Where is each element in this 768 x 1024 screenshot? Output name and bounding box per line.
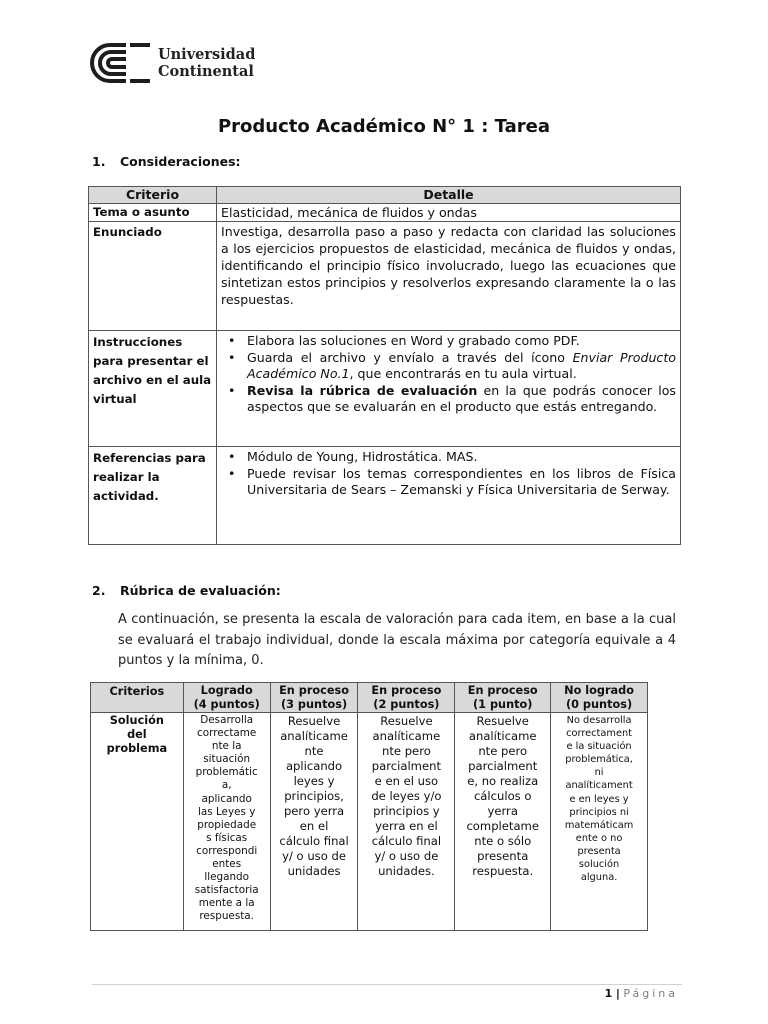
proceso-3-cell bbox=[270, 713, 358, 931]
header-label: En proceso bbox=[467, 683, 538, 697]
table-row bbox=[89, 331, 681, 447]
bullet-icon: • bbox=[228, 465, 236, 481]
cell-line: Desarrolla bbox=[200, 714, 254, 726]
bullet-icon: • bbox=[228, 333, 236, 348]
header-points: (3 puntos) bbox=[280, 697, 348, 711]
header-label: Logrado bbox=[200, 683, 253, 697]
list-item-bold: Revisa la rúbrica de evaluación bbox=[247, 382, 478, 398]
cell-line: principios ni bbox=[569, 806, 629, 818]
footer-divider bbox=[92, 984, 682, 985]
cell-line: Resuelve bbox=[476, 714, 529, 728]
proceso-1-cell bbox=[455, 713, 551, 931]
header-proceso-1 bbox=[455, 683, 551, 713]
cell-line: correspondi bbox=[196, 844, 258, 857]
cell-line: respuesta. bbox=[472, 864, 534, 878]
detalle-cell bbox=[217, 331, 681, 447]
list-item-text: Puede revisar los temas correspondientes en los libros de Física Universitaria de Sears – Zemanski y Física Universitaria de Serway. bbox=[247, 465, 676, 497]
page-footer bbox=[605, 987, 678, 1000]
cell-line: nte pero bbox=[381, 744, 431, 758]
list-item bbox=[221, 383, 676, 416]
list-item bbox=[221, 350, 676, 383]
list-item-text: , que encontrarás en tu aula virtual. bbox=[349, 366, 577, 381]
list-item-emphasis: Enviar Producto Académico No.1 bbox=[247, 349, 676, 381]
cell-line: parcialment bbox=[468, 759, 538, 773]
list-item-text: en la que podrás conocer los aspectos que se evaluarán en el producto que estás entregando. bbox=[247, 382, 676, 414]
cell-line: s físicas bbox=[206, 831, 248, 844]
considerations-table bbox=[88, 186, 681, 545]
bullet-icon: • bbox=[228, 382, 236, 398]
cell-line: situación bbox=[203, 753, 251, 766]
logrado-cell bbox=[183, 713, 270, 931]
header-points: (4 puntos) bbox=[193, 697, 260, 711]
criterio-line: problema bbox=[106, 742, 168, 755]
cell-line: correctame bbox=[197, 727, 257, 740]
header-points: (2 puntos) bbox=[373, 697, 440, 711]
cell-line: unidades bbox=[287, 864, 341, 878]
bullet-icon: • bbox=[228, 349, 236, 365]
cell-line: respuesta. bbox=[199, 910, 254, 923]
page-number: 1 bbox=[604, 987, 613, 1000]
logo-line-2: Continental bbox=[158, 63, 254, 80]
header-proceso-3 bbox=[270, 683, 358, 713]
list-item bbox=[221, 449, 676, 466]
section-1-number: 1. bbox=[92, 154, 106, 169]
logo-line-1: Universidad bbox=[158, 46, 256, 63]
section-2-title: Rúbrica de evaluación: bbox=[120, 583, 281, 598]
university-logo bbox=[90, 40, 260, 86]
cell-line: No desarrolla bbox=[566, 715, 632, 726]
list-item-text: Módulo de Young, Hidrostática. MAS. bbox=[247, 449, 478, 464]
section-1-title: Consideraciones: bbox=[120, 154, 241, 169]
cell-line: Resuelve bbox=[380, 714, 433, 728]
header-criterios: Criterios bbox=[91, 683, 184, 713]
bullet-icon: • bbox=[228, 449, 236, 464]
cell-line: solución bbox=[578, 859, 620, 871]
cell-line: yerra bbox=[487, 804, 518, 818]
cell-line: pero yerra bbox=[283, 804, 345, 818]
header-label: En proceso bbox=[279, 683, 350, 697]
cell-line: e, no realiza bbox=[467, 774, 539, 788]
cell-line: mente a la bbox=[198, 897, 255, 910]
cell-line: presenta bbox=[477, 849, 529, 863]
cell-line: las Leyes y bbox=[197, 805, 256, 818]
cell-line: presenta bbox=[577, 845, 621, 857]
header-points: (0 puntos) bbox=[565, 697, 633, 711]
section-2-heading bbox=[92, 583, 281, 598]
detalle-cell: Elasticidad, mecánica de fluidos y ondas bbox=[217, 204, 681, 222]
references-list bbox=[221, 449, 676, 499]
footer-separator: | bbox=[615, 987, 620, 1000]
cell-line: cálculo final bbox=[371, 834, 442, 848]
cell-line: parcialment bbox=[371, 759, 441, 773]
cell-line: matemáticam bbox=[564, 819, 634, 831]
header-detalle: Detalle bbox=[217, 187, 681, 204]
cell-line: leyes y bbox=[293, 774, 335, 788]
cell-line: satisfactoria bbox=[194, 884, 259, 897]
criterio-line: del bbox=[127, 728, 147, 741]
rubric-table bbox=[90, 682, 648, 931]
section-2-number: 2. bbox=[92, 583, 106, 598]
cell-line: completame bbox=[466, 819, 539, 833]
detalle-cell bbox=[217, 447, 681, 545]
cell-line: en el bbox=[299, 819, 329, 833]
page-label: Página bbox=[623, 987, 678, 1000]
header-label: En proceso bbox=[371, 683, 442, 697]
cell-line: cálculo final bbox=[279, 834, 349, 848]
criterio-cell bbox=[91, 713, 184, 931]
cell-line: analíticame bbox=[372, 729, 441, 743]
table-row bbox=[89, 222, 681, 331]
cell-line: problemátic bbox=[195, 766, 258, 779]
header-logrado bbox=[183, 683, 270, 713]
table-row bbox=[89, 447, 681, 545]
cell-line: alguna. bbox=[580, 872, 618, 884]
cell-line: analíticament bbox=[565, 780, 633, 792]
cell-line: aplicando bbox=[201, 792, 252, 805]
cell-line: e en leyes y bbox=[569, 793, 629, 805]
header-no-logrado bbox=[551, 683, 648, 713]
table-row bbox=[89, 204, 681, 222]
cell-line: propiedade bbox=[197, 818, 257, 831]
header-label: No logrado bbox=[564, 683, 635, 697]
cell-line: e en el uso bbox=[374, 774, 439, 788]
cell-line: ente o no bbox=[575, 832, 623, 844]
university-logo-icon bbox=[90, 41, 152, 85]
cell-line: analíticame bbox=[468, 729, 537, 743]
cell-line: de leyes y/o bbox=[371, 789, 442, 803]
criterio-line: Solución bbox=[109, 714, 164, 727]
rubric-intro-paragraph: A continuación, se presenta la escala de valoración para cada item, en base a la cual se evaluará el trabajo individual, donde la escala máxima por categoría equivale a 4 puntos y la mínima, 0. bbox=[118, 612, 676, 668]
criterio-cell: Referencias para realizar la actividad. bbox=[89, 447, 217, 545]
list-item bbox=[221, 333, 676, 350]
page-title: Producto Académico N° 1 : Tarea bbox=[217, 116, 551, 137]
criterio-cell: Enunciado bbox=[89, 222, 217, 331]
cell-line: llegando bbox=[204, 871, 250, 884]
table-row bbox=[91, 713, 648, 931]
header-criterio: Criterio bbox=[89, 187, 217, 204]
cell-line: cálculos o bbox=[473, 789, 532, 803]
header-points: (1 punto) bbox=[472, 697, 533, 711]
university-logo-text bbox=[158, 46, 255, 80]
cell-line: entes bbox=[212, 858, 242, 871]
cell-line: a, bbox=[221, 779, 232, 792]
cell-line: Resuelve bbox=[287, 714, 341, 728]
proceso-2-cell bbox=[358, 713, 455, 931]
cell-line: e la situación bbox=[566, 741, 632, 753]
cell-line: principios y bbox=[373, 804, 440, 818]
section-1-heading bbox=[92, 154, 241, 169]
list-item-text: Guarda el archivo y envíalo a través del ícono bbox=[247, 349, 573, 365]
list-item bbox=[221, 466, 676, 499]
cell-line: principios, bbox=[284, 789, 344, 803]
criterio-cell: Instrucciones para presentar el archivo en el aula virtual bbox=[89, 331, 217, 447]
cell-line: analíticame bbox=[280, 729, 348, 743]
table-header-row bbox=[91, 683, 648, 713]
cell-line: aplicando bbox=[285, 759, 343, 773]
cell-line: correctament bbox=[566, 728, 633, 740]
header-proceso-2 bbox=[358, 683, 455, 713]
cell-line: nte la bbox=[211, 740, 242, 753]
cell-line: nte bbox=[304, 744, 324, 758]
cell-line: yerra en el bbox=[375, 819, 438, 833]
criterio-cell: Tema o asunto bbox=[89, 204, 217, 222]
detalle-cell: Investiga, desarrolla paso a paso y redacta con claridad las soluciones a los ejercicios propuestos de elasticidad, mecánica de fluidos y ondas, identificando el principio físico involucrado, luego las ecuaciones que sintetizan estos principios y resolverlos expresando claramente la o las respuestas. bbox=[217, 222, 681, 331]
table-header-row bbox=[89, 187, 681, 204]
cell-line: nte pero bbox=[478, 744, 528, 758]
cell-line: nte o sólo bbox=[474, 834, 532, 848]
cell-line: problemática, bbox=[565, 754, 633, 766]
instructions-list bbox=[221, 333, 676, 416]
cell-line: y/ o uso de bbox=[374, 849, 439, 863]
cell-line: ni bbox=[594, 767, 604, 779]
no-logrado-cell bbox=[551, 713, 648, 931]
list-item-text: Elabora las soluciones en Word y grabado como PDF. bbox=[247, 333, 580, 348]
cell-line: y/ o uso de bbox=[282, 849, 346, 863]
cell-line: unidades. bbox=[378, 864, 435, 878]
